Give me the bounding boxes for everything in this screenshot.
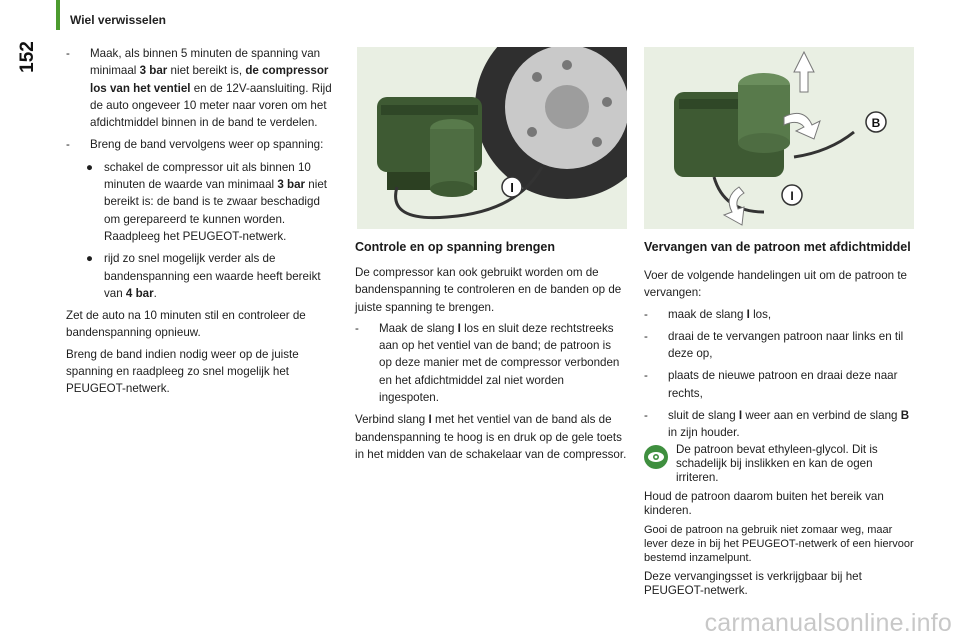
page-title: Wiel verwisselen <box>70 13 166 27</box>
compressor-wheel-illustration <box>357 47 627 229</box>
list-item: - draai de te vervangen patroon naar links en til deze op, <box>644 329 904 361</box>
bullet-item: ● schakel de compressor uit als binnen 10 minuten de waarde van minimaal 3 bar niet bereikt is: de band is te zwaar beschadigd om gerepareerd te kunnen worden. Raadpleeg het PEUGEOT-netwerk. <box>86 160 327 243</box>
warning-note: De patroon bevat ethyleen-glycol. Dit is schadelijk bij inslikken en kan de ogen irriteren. <box>644 443 916 485</box>
eye-warning-icon <box>644 445 668 469</box>
bullet-item: ● rijd zo snel mogelijk verder als de bandenspanning een waarde heeft bereikt van 4 bar. <box>86 252 321 300</box>
list-item: - sluit de slang I weer aan en verbind de slang B in zijn houder. <box>644 409 910 440</box>
column-3 <box>644 240 916 602</box>
column-1 <box>66 45 338 402</box>
hose-label-i: I <box>510 180 514 195</box>
list-item: - plaats de nieuwe patroon en draai deze naar rechts, <box>644 369 898 400</box>
page-number: 152 <box>17 41 38 73</box>
paragraph: De compressor kan ook gebruikt worden om de bandenspanning te controleren en de banden op de juiste spanning te brengen. <box>355 266 622 314</box>
paragraph: Zet de auto na 10 minuten stil en controleer de bandenspanning opnieuw. <box>66 309 306 340</box>
paragraph: Houd de patroon daarom buiten het bereik van kinderen. <box>644 489 884 517</box>
list-item: - maak de slang I los, <box>644 307 772 321</box>
paragraph: Deze vervangingsset is verkrijgbaar bij het PEUGEOT-netwerk. <box>644 569 862 597</box>
section-title-vervangen: Vervangen van de patroon met afdichtmiddel <box>644 240 911 254</box>
header-accent-bar <box>56 0 60 30</box>
paragraph: Breng de band indien nodig weer op de juiste spanning en raadpleeg zo snel mogelijk het PEUGEOT-netwerk. <box>66 347 299 396</box>
paragraph: Gooi de patroon na gebruik niet zomaar weg, maar lever deze in bij het PEUGEOT-netwerk of een hiervoor bestemd inzamelpunt. <box>644 523 914 564</box>
column-2 <box>355 240 627 467</box>
list-item: - Maak, als binnen 5 minuten de spanning van minimaal 3 bar niet bereikt is, de compressor los van het ventiel en de 12V-aansluiting. Rijd de auto ongeveer 10 meter naar voren om het afdichtmiddel binnen in de band te verdelen. <box>66 47 332 130</box>
paragraph: Voer de volgende handelingen uit om de patroon te vervangen: <box>644 269 907 300</box>
section-title-controle: Controle en op spanning brengen <box>355 240 555 254</box>
hose-label-i: I <box>790 189 794 203</box>
paragraph: Verbind slang I met het ventiel van de band als de bandenspanning te hoog is en druk op de gele toets in het midden van de schakelaar van de compressor. <box>355 413 627 461</box>
hose-label-b: B <box>871 116 881 130</box>
list-item: - Maak de slang I los en sluit deze rechtstreeks aan op het ventiel van de band; de patroon is op deze manier met de compressor verbonden en het afdichtmiddel zal niet worden ingespoten. <box>355 321 620 405</box>
watermark: carmanualsonline.info <box>704 609 952 637</box>
list-item: - Breng de band vervolgens weer op spanning: <box>66 138 324 152</box>
cartridge-replacement-illustration <box>644 47 914 229</box>
